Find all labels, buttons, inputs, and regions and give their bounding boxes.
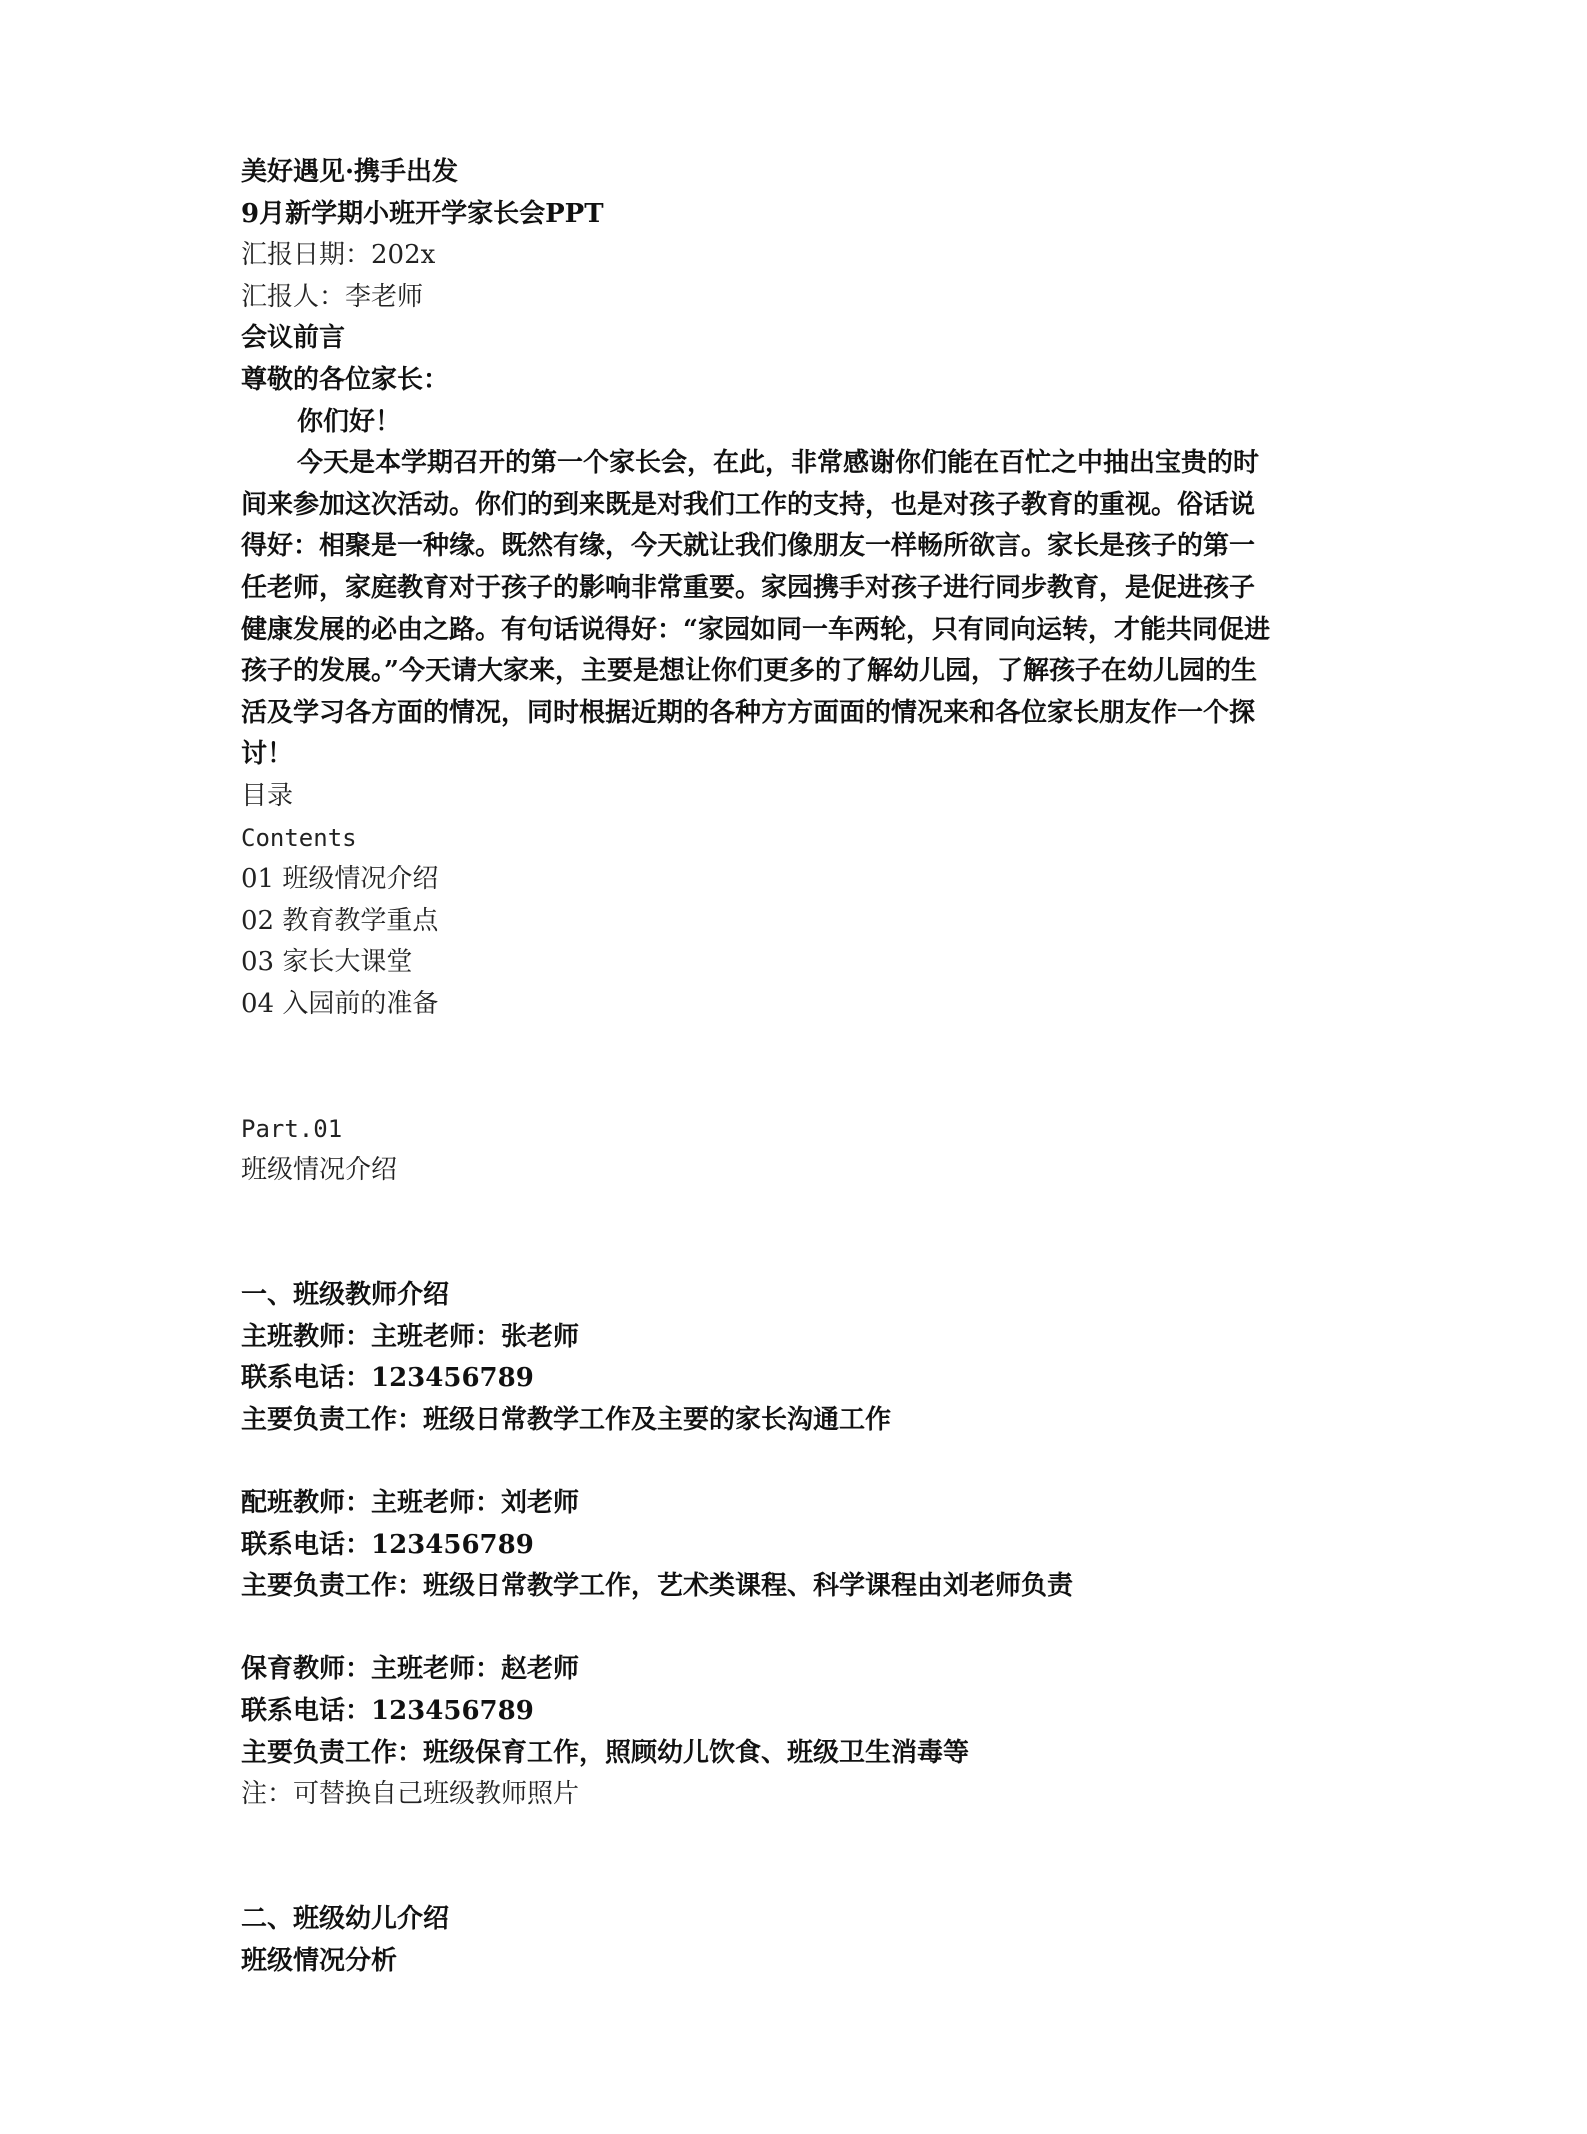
document-page <box>241 152 1346 1982</box>
teacher-card-care <box>241 1649 1346 1774</box>
teacher-role: 保育教师：主班老师：赵老师 <box>241 1654 580 1685</box>
preface-line: 活及学习各方面的情况，同时根据近期的各种方方面面的情况来和各位家长朋友作一个探 <box>241 697 1256 728</box>
preface-line: 间来参加这次活动。你们的到来既是对我们工作的支持，也是对孩子教育的重视。俗话说 <box>241 489 1256 520</box>
preface-salutation: 尊敬的各位家长： <box>241 364 450 395</box>
report-date: 汇报日期：202x <box>241 240 436 271</box>
preface-line: 任老师，家庭教育对于孩子的影响非常重要。家园携手对孩子进行同步教育，是促进孩子 <box>241 572 1256 603</box>
teacher-role: 配班教师：主班老师：刘老师 <box>241 1488 580 1518</box>
part-title: 班级情况介绍 <box>241 1155 398 1186</box>
teacher-phone: 联系电话：123456789 <box>241 1695 534 1726</box>
children-subheading: 班级情况分析 <box>241 1945 398 1976</box>
spacer <box>241 1025 1346 1108</box>
spacer <box>241 1192 1346 1275</box>
spacer <box>241 1816 1346 1899</box>
preface-line: 今天是本学期召开的第一个家长会，在此，非常感谢你们能在百忙之中抽出宝贵的时 <box>297 448 1260 479</box>
cover-subtitle: 9月新学期小班开学家长会PPT <box>241 198 604 229</box>
toc-item: 02 教育教学重点 <box>241 905 439 936</box>
toc-item: 01 班级情况介绍 <box>241 864 439 895</box>
reporter: 汇报人：李老师 <box>241 281 424 312</box>
preface-greeting: 你们好！ <box>297 406 402 437</box>
spacer <box>241 1608 1346 1650</box>
teacher-card-head <box>241 1317 1346 1442</box>
preface-line: 讨！ <box>241 739 294 770</box>
spacer <box>241 1441 1346 1483</box>
toc-heading-en: Contents <box>241 823 357 852</box>
teacher-phone: 联系电话：123456789 <box>241 1363 534 1394</box>
preface-body <box>241 443 1346 776</box>
toc-item: 04 入园前的准备 <box>241 988 439 1019</box>
children-heading: 二、班级幼儿介绍 <box>241 1903 450 1934</box>
preface-heading: 会议前言 <box>241 323 346 354</box>
teachers-heading: 一、班级教师介绍 <box>241 1280 450 1311</box>
toc-heading: 目录 <box>241 780 294 811</box>
cover-title: 美好遇见·携手出发 <box>241 157 459 187</box>
preface-line: 孩子的发展。”今天请大家来，主要是想让你们更多的了解幼儿园，了解孩子在幼儿园的生 <box>241 656 1257 687</box>
teacher-card-assistant <box>241 1483 1346 1608</box>
teacher-duty: 主要负责工作：班级日常教学工作，艺术类课程、科学课程由刘老师负责 <box>241 1571 1074 1602</box>
preface-line: 健康发展的必由之路。有句话说得好：“家园如同一车两轮，只有同向运转，才能共同促进 <box>241 614 1270 645</box>
teacher-duty: 主要负责工作：班级日常教学工作及主要的家长沟通工作 <box>241 1404 892 1435</box>
preface-line: 得好：相聚是一种缘。既然有缘，今天就让我们像朋友一样畅所欲言。家长是孩子的第一 <box>241 531 1256 562</box>
teacher-duty: 主要负责工作：班级保育工作，照顾幼儿饮食、班级卫生消毒等 <box>241 1737 970 1768</box>
teachers-note: 注：可替换自己班级教师照片 <box>241 1779 580 1810</box>
toc-item: 03 家长大课堂 <box>241 947 413 978</box>
teacher-phone: 联系电话：123456789 <box>241 1529 534 1560</box>
teacher-role: 主班教师：主班老师：张老师 <box>241 1321 580 1352</box>
part-label: Part.01 <box>241 1114 343 1143</box>
toc-list <box>241 859 1346 1025</box>
